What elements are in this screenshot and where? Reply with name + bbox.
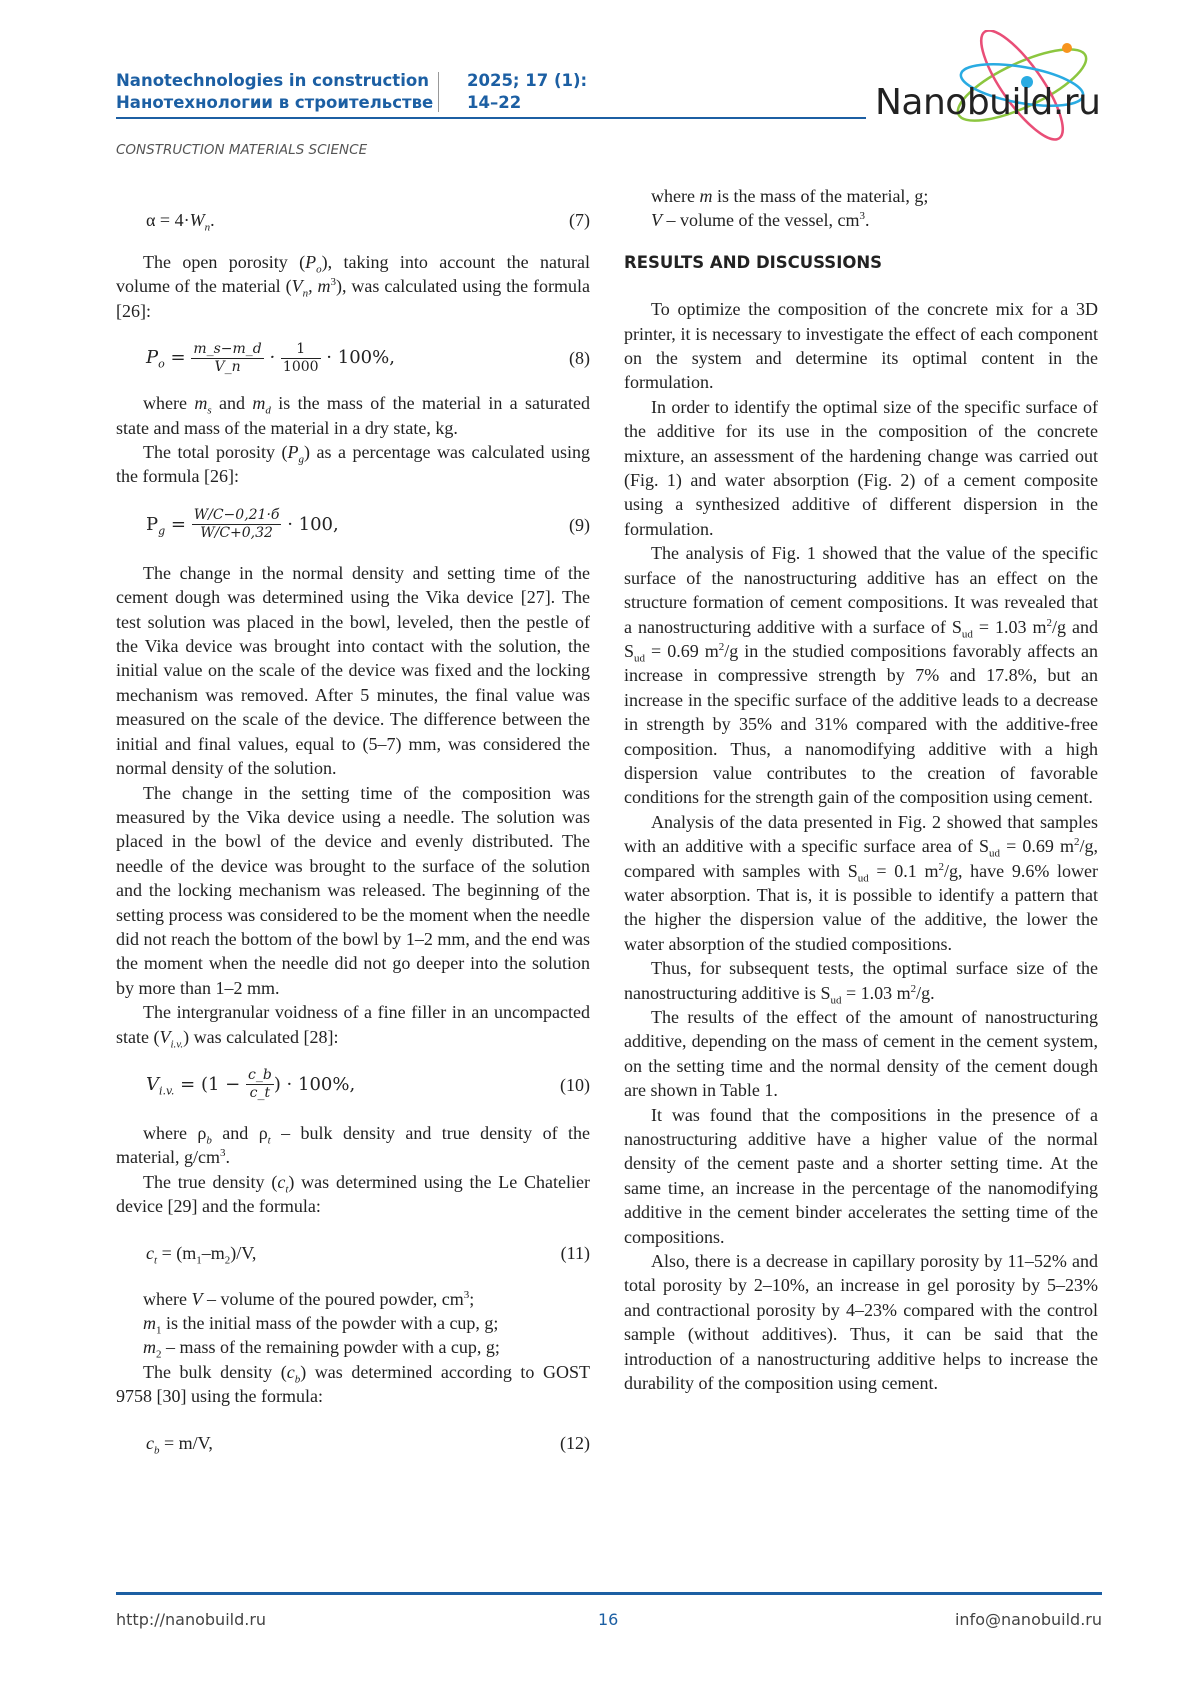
page-number: 16: [598, 1610, 619, 1629]
equation-number: (7): [569, 210, 590, 230]
paragraph: To optimize the composition of the concrete mix for a 3D printer, it is necessary to investigate the effect of each component on the system and determine its optimal content in the formulation.: [624, 299, 1098, 393]
paragraph: Also, there is a decrease in capillary porosity by 11–52% and total porosity by 2–10%, an increase in gel porosity by 5–23% and contractional porosity by 4–23% compared with the control sample (without additives). Thus, it can be said that the introduction of a nanostructuring additive helps to increase the durability of the composition using cement.: [624, 1251, 1098, 1394]
equation-12: $c_b = m/V$, (12): [116, 1423, 590, 1463]
paragraph: where $\rho_b$ and $\rho_t$ – bulk density and true density of the material, $g/cm^3$.: [116, 1122, 590, 1168]
equation-9: $P_g$ = $\frac{W/C-0,21\cdot б}{W/C+0,32}$ · 100, (9): [116, 493, 590, 557]
paragraph: where V – volume of the poured powder, $cm^3$;: [143, 1288, 475, 1309]
equation-number: (10): [560, 1074, 590, 1095]
paragraph: $m_1$ is the initial mass of the powder with a cup, g;: [143, 1313, 499, 1337]
right-column: [624, 184, 1098, 1396]
paragraph: where $m_s$ and $m_d$ is the mass of the material in a saturated state and mass of the material in a dry state, kg.: [116, 393, 590, 438]
paragraph: The analysis of Fig. 1 showed that the value of the specific surface of the nanostructuring additive has an effect on the structure formation of cement compositions. It was revealed that a nanostructuring additive with a surface of $S_{ud} = 1.03$ $m^2/g$ and $S_{ud} = 0.69$ $m^2/g$ in the studied compositions favorably affects an increase in compressive strength by 7% and 17.8%, but an increase in the specific surface of the additive leads to a decrease in strength by 35% and 31% compared with the additive-free composition. Thus, a nanomodifying additive with a high dispersion value contributes to the creation of favorable conditions for the strength gain of the composition using cement.: [624, 543, 1099, 808]
footer-email-link[interactable]: info@nanobuild.ru: [954, 1610, 1102, 1629]
paragraph: The total porosity $(P_g)$ as a percentage was calculated using the formula [26]:: [116, 442, 590, 487]
paragraph: The bulk density $(c_b)$ was determined according to GOST 9758 [30] using the formula:: [116, 1361, 590, 1407]
section-label: CONSTRUCTION MATERIALS SCIENCE: [116, 142, 368, 158]
footer-url-link[interactable]: http://nanobuild.ru: [116, 1610, 267, 1629]
equation-number: (12): [560, 1432, 590, 1453]
journal-title-en: Nanotechnologies in construction: [116, 71, 429, 90]
paragraph: Thus, for subsequent tests, the optimal surface size of the nanostructuring additive is $S_{ud} = 1.03$ $m^2/g$.: [624, 958, 1098, 1007]
paragraph: Analysis of the data presented in Fig. 2 showed that samples with an additive with a specific surface area of $S_{ud} = 0.69$ $m^2/g$, compared with samples with $S_{ud} = 0.1$ $m^2/g$, have 9.6% lower water absorption. That is, it is possible to identify a pattern that the higher the dispersion value of the additive, the lower the water absorption of the studied compositions.: [624, 811, 1099, 954]
paragraph: It was found that the compositions in the presence of a nanostructuring additive have a higher value of the normal density of the cement paste and a shorter setting time. At the same time, an increase in the percentage of the nanomodifying additive in the cement binder accelerates the setting time of the compositions.: [624, 1104, 1098, 1247]
paragraph: In order to identify the optimal size of the specific surface of the additive for its use in the composition of the concrete mixture, an assessment of the hardening change was carried out (Fig. 1) and water absorption (Fig. 2) of a cement composite using a synthesized additive of different dispersion in the formulation.: [624, 396, 1098, 539]
journal-title: [116, 70, 433, 114]
equation-number: (8): [569, 348, 590, 369]
paragraph: $m_2$ – mass of the remaining powder with a cup, g;: [143, 1337, 500, 1361]
logo-text: Nanobuild.ru: [875, 82, 1101, 123]
issue-pages: 14–22: [467, 93, 522, 112]
header-separator: [438, 72, 439, 112]
paragraph: The true density $(c_t)$ was determined using the Le Chatelier device [29] and the formula:: [116, 1171, 591, 1217]
paragraph: The results of the effect of the amount of nanostructuring additive, depending on the mass of cement in the cement system, on the setting time and the normal density of the cement dough are shown in Table 1.: [624, 1007, 1098, 1101]
section-heading: RESULTS AND DISCUSSIONS: [624, 252, 883, 272]
header-rule: [116, 117, 866, 119]
equation-number: (11): [560, 1242, 590, 1263]
paragraph: The change in the normal density and setting time of the cement dough was determined using the Vika device [27]. The test solution was placed in the bowl, leveled, then the pestle of the Vika device was brought into contact with the solution, the initial value on the scale of the device was fixed and the locking mechanism was removed. After 5 minutes, the final value was measured on the scale of the device. The difference between the initial and final values, equal to (5–7) mm, was considered the normal density of the solution.: [116, 562, 590, 779]
paragraph: where m is the mass of the material, g;: [651, 186, 929, 206]
issue-number: 2025; 17 (1):: [467, 71, 588, 90]
paragraph: The change in the setting time of the composition was measured by the Vika device using a needle. The solution was placed in the bowl of the device and evenly distributed. The needle of the device was brought to the surface of the solution and the locking mechanism was released. The beginning of the setting process was considered to be the moment when the needle did not reach the bottom of the bowl by 1–2 mm, and the end was the moment when the needle did not go deeper into the solution by more than 1–2 mm.: [116, 782, 590, 998]
footer-rule: [116, 1592, 1102, 1595]
issue-info: [467, 70, 587, 114]
equation-8: $P_o$ = $\frac{m\_s-m\_d}{V\_n}$ · $\frac{1}{1000}$ · 100%, (8): [116, 327, 590, 389]
equation-11: $c_t = (m_1-m_2)/V$, (11): [116, 1233, 590, 1273]
paragraph: V – volume of the vessel, $cm^3$.: [651, 210, 870, 231]
left-column: [116, 200, 590, 1463]
equation-7: $\alpha = 4\cdot W_n$. (7): [116, 200, 590, 240]
equation-number: (9): [569, 514, 590, 535]
paragraph: The open porosity $(P_o)$, taking into account the natural volume of the material ($V_n$, $m^3$), was calculated using the formula [26]:: [116, 252, 591, 321]
paragraph: The intergranular voidness of a fine filler in an uncompacted state $(V_{i.v.})$ was calculated [28]:: [116, 1002, 590, 1051]
equation-10: $V_{i.v.} = (1$ − $\frac{c\_b}{c\_t}$ ) · 100%, (10): [116, 1053, 590, 1117]
journal-title-ru: Нанотехнологии в строительстве: [116, 93, 434, 112]
